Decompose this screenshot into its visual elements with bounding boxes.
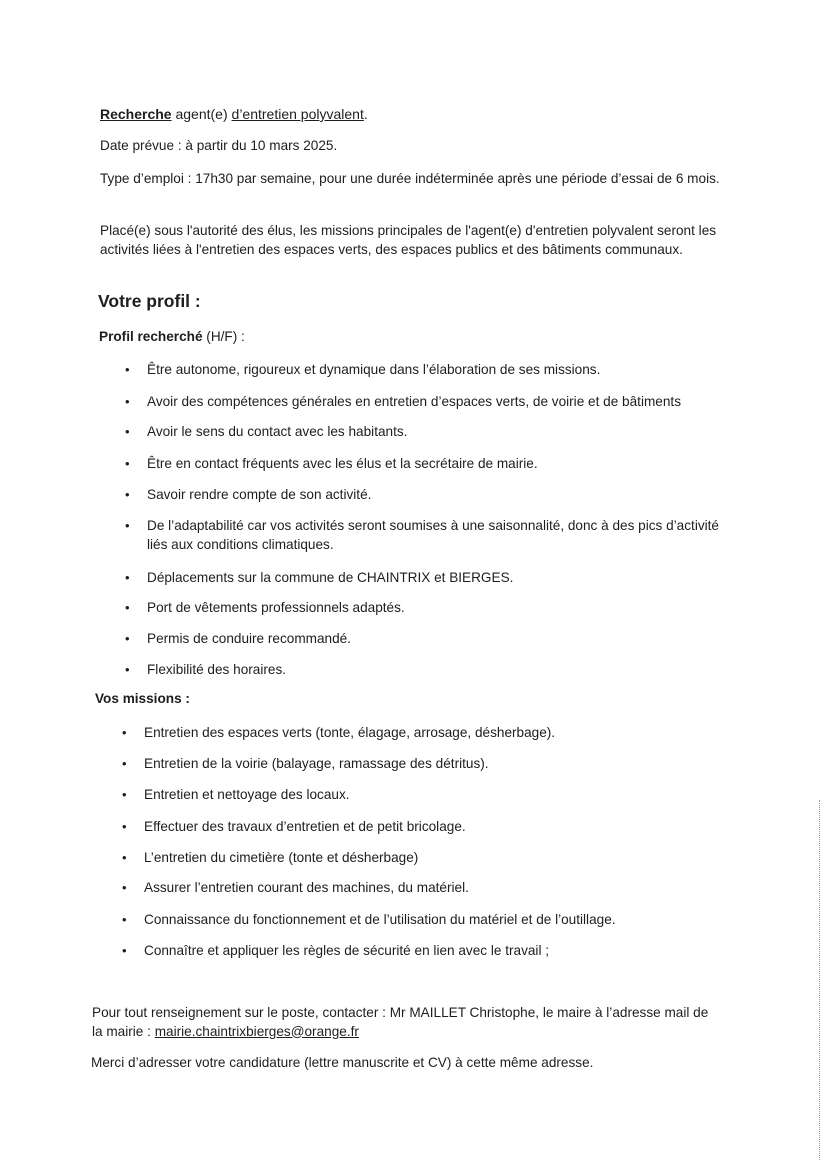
list-item (122, 785, 744, 804)
list-item-text: Avoir le sens du contact avec les habitants. (147, 424, 408, 439)
list-item-text: Entretien des espaces verts (tonte, élagage, arrosage, désherbage). (144, 725, 556, 740)
list-item-text: Connaître et appliquer les règles de sécurité en lien avec le travail ; (144, 943, 550, 958)
bullet-icon: • (125, 456, 130, 471)
list-item (122, 878, 744, 897)
list-item-text: Entretien et nettoyage des locaux. (144, 787, 350, 802)
placement-text: Placé(e) sous l'autorité des élus, les missions principales de l'agent(e) d'entretien polyvalent seront les activités liées à l'entretien des espaces verts, des espaces publics et des bâtiments communaux. (100, 223, 717, 257)
bullet-icon: • (122, 725, 127, 740)
contact-email-link[interactable]: mairie.chaintrixbierges@orange.fr (154, 1023, 359, 1039)
title-part: agent(e) (171, 106, 232, 122)
bullet-icon: • (125, 518, 130, 533)
list-item-text: Être autonome, rigoureux et dynamique dans l’élaboration de ses missions. (147, 362, 601, 377)
title-part: . (363, 106, 368, 122)
list-item (125, 485, 737, 504)
list-item-text: De l’adaptabilité car vos activités seront soumises à une saisonnalité, donc à des pics d’activité liés aux conditions climatiques. (147, 518, 719, 552)
list-item (125, 422, 737, 441)
list-item-text: Avoir des compétences générales en entretien d’espaces verts, de voirie et de bâtiments (147, 394, 681, 409)
bullet-icon: • (125, 394, 130, 409)
list-item (125, 360, 737, 379)
list-item-text: Permis de conduire recommandé. (147, 631, 351, 646)
list-item (122, 848, 744, 867)
scan-edge (819, 800, 821, 1160)
list-item-text: Savoir rendre compte de son activité. (147, 487, 372, 502)
bullet-icon: • (125, 424, 130, 439)
closing-text: Merci d’adresser votre candidature (lettre manuscrite et CV) à cette même adresse. (91, 1055, 594, 1070)
bullet-icon: • (122, 912, 127, 927)
employment-type: Type d’emploi : 17h30 par semaine, pour une durée indéterminée après une période d’essai de 6 mois. (100, 171, 720, 186)
contact-text (92, 1004, 712, 1041)
title-part: Recherche (100, 106, 172, 122)
list-item-text: Assurer l’entretien courant des machines, du matériel. (144, 880, 469, 895)
document-title (100, 105, 368, 124)
bullet-icon: • (122, 880, 127, 895)
bullet-icon: • (122, 850, 127, 865)
list-item-text: Effectuer des travaux d’entretien et de petit bricolage. (144, 819, 466, 834)
list-item-text: Flexibilité des horaires. (147, 662, 287, 677)
list-item (125, 516, 737, 554)
list-item-text: Être en contact fréquents avec les élus et la secrétaire de mairie. (147, 456, 538, 471)
list-item (125, 660, 737, 679)
list-item (122, 723, 744, 742)
list-item (122, 817, 744, 836)
list-item (125, 629, 737, 648)
list-item (122, 754, 744, 773)
bullet-icon: • (125, 570, 130, 585)
profile-heading: Votre profil : (98, 291, 201, 311)
title-part: d’entretien polyvalent (231, 106, 364, 122)
list-item (125, 568, 737, 587)
list-item (125, 392, 737, 411)
bullet-icon: • (122, 943, 127, 958)
profile-subheading (99, 328, 245, 347)
missions-heading: Vos missions : (95, 691, 190, 706)
bullet-icon: • (125, 487, 130, 502)
bullet-icon: • (122, 819, 127, 834)
list-item (122, 910, 744, 929)
bullet-icon: • (125, 600, 130, 615)
profile-sub-bold: Profil recherché (99, 329, 203, 344)
contact-label: Pour tout renseignement sur le poste, contacter : Mr MAILLET Christophe, le maire à l’adresse mail de la mairie : (92, 1005, 709, 1039)
list-item-text: Port de vêtements professionnels adaptés. (147, 600, 405, 615)
profile-sub-rest: (H/F) : (202, 329, 245, 344)
list-item (125, 454, 737, 473)
bullet-icon: • (122, 787, 127, 802)
bullet-icon: • (125, 362, 130, 377)
start-date: Date prévue : à partir du 10 mars 2025. (100, 138, 338, 153)
list-item-text: Déplacements sur la commune de CHAINTRIX et BIERGES. (147, 570, 514, 585)
bullet-icon: • (125, 662, 130, 677)
list-item-text: Connaissance du fonctionnement et de l’utilisation du matériel et de l’outillage. (144, 912, 616, 927)
bullet-icon: • (122, 756, 127, 771)
list-item-text: Entretien de la voirie (balayage, ramassage des détritus). (144, 756, 489, 771)
list-item (122, 941, 744, 960)
list-item (125, 598, 737, 617)
list-item-text: L’entretien du cimetière (tonte et désherbage) (144, 850, 419, 865)
bullet-icon: • (125, 631, 130, 646)
